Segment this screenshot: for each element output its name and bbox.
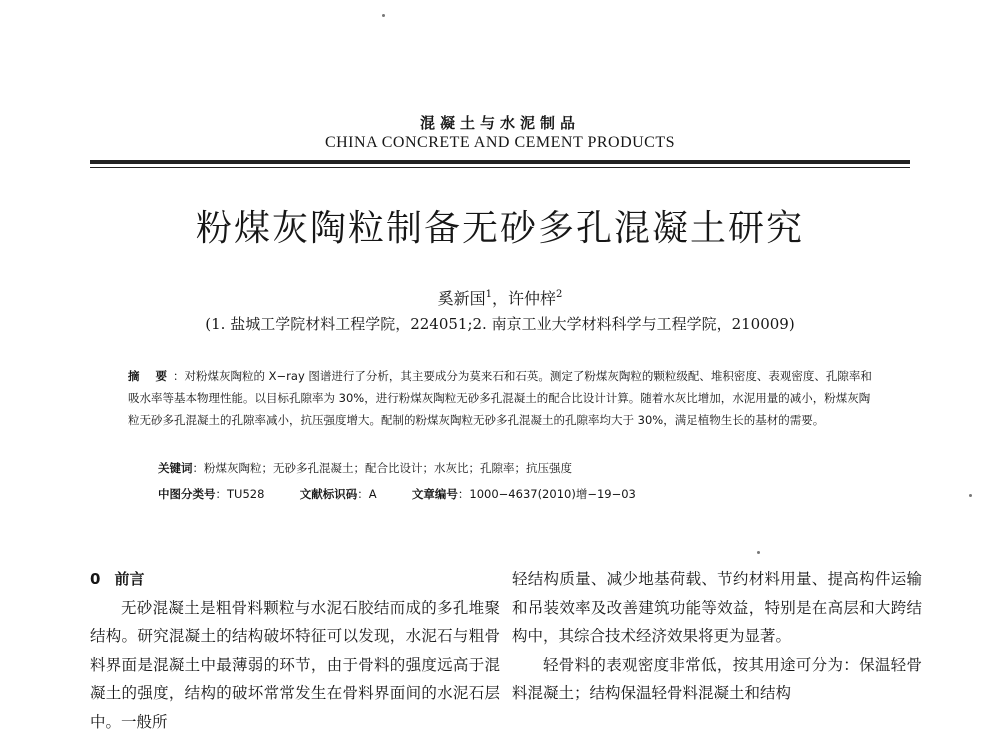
abstract-text: ：对粉煤灰陶粒的 X−ray 图谱进行了分析，其主要成分为莫来石和石英。测定了粉煤灰陶粒的颗粒级配、堆积密度、表观密度、孔隙率和吸水率等基本物理性能。以目标孔隙率为 30%，进行粉煤灰陶粒无砂多孔混凝土的配合比设计计算。随着水灰比增加，水泥用量的减小，粉煤灰陶粒无砂多孔混凝土的孔隙率减小，抗压强度增大。配制的粉煤灰陶粒无砂多孔混凝土的孔隙率均大于 30%，满足植物生长的基材的需要。 bbox=[128, 369, 872, 427]
section-title: 前言 bbox=[114, 570, 144, 588]
doc-code-value: ：A bbox=[357, 487, 376, 501]
scan-speck bbox=[757, 551, 760, 554]
authors bbox=[0, 286, 1000, 309]
right-paragraph-2: 轻骨料的表观密度非常低，按其用途可分为：保温轻骨料混凝土；结构保温轻骨料混凝土和结构 bbox=[512, 651, 922, 708]
keywords-text: ：粉煤灰陶粒；无砂多孔混凝土；配合比设计；水灰比；孔隙率；抗压强度 bbox=[193, 461, 573, 475]
author-2-superscript: 2 bbox=[556, 289, 562, 300]
left-paragraph: 无砂混凝土是粗骨料颗粒与水泥石胶结而成的多孔堆聚结构。研究混凝土的结构破坏特征可以发现，水泥石与粗骨料界面是混凝土中最薄弱的环节，由于骨料的强度远高于混凝土的强度，结构的破坏常常发生在骨料界面间的水泥石层中。一般所 bbox=[90, 594, 500, 736]
clc-value: ：TU528 bbox=[216, 487, 265, 501]
abstract-label: 摘 要 bbox=[128, 369, 173, 383]
clc-label: 中图分类号 bbox=[158, 487, 216, 501]
right-column bbox=[512, 565, 922, 708]
author-2: 许仲梓 bbox=[508, 289, 556, 308]
abstract bbox=[128, 365, 878, 431]
author-1: 奚新国 bbox=[438, 289, 486, 308]
paper-title: 粉煤灰陶粒制备无砂多孔混凝土研究 bbox=[0, 200, 1000, 251]
author-1-superscript: 1 bbox=[486, 289, 492, 300]
journal-name-en: CHINA CONCRETE AND CEMENT PRODUCTS bbox=[0, 134, 1000, 152]
journal-name-cn: 混凝土与水泥制品 bbox=[0, 112, 1000, 133]
scan-speck bbox=[969, 494, 972, 497]
classification-line bbox=[158, 486, 636, 502]
doc-code-label: 文献标识码 bbox=[300, 487, 358, 501]
section-heading bbox=[90, 565, 500, 594]
scan-speck bbox=[382, 14, 385, 17]
article-number-value: ：1000−4637(2010)增−19−03 bbox=[458, 487, 636, 501]
header-rule-thin bbox=[90, 167, 910, 168]
right-paragraph-1: 轻结构质量、减少地基荷载、节约材料用量、提高构件运输和吊装效率及改善建筑功能等效益，特别是在高层和大跨结构中，其综合技术经济效果将更为显著。 bbox=[512, 565, 922, 651]
keywords-label: 关键词 bbox=[158, 461, 193, 475]
header-rule-thick bbox=[90, 160, 910, 164]
section-number: 0 bbox=[90, 570, 100, 588]
affiliations: (1. 盐城工学院材料工程学院，224051;2. 南京工业大学材料科学与工程学院，210009) bbox=[0, 313, 1000, 334]
keywords bbox=[158, 460, 572, 476]
left-column bbox=[90, 565, 500, 736]
author-separator: ， bbox=[492, 289, 508, 308]
article-number-label: 文章编号 bbox=[412, 487, 458, 501]
